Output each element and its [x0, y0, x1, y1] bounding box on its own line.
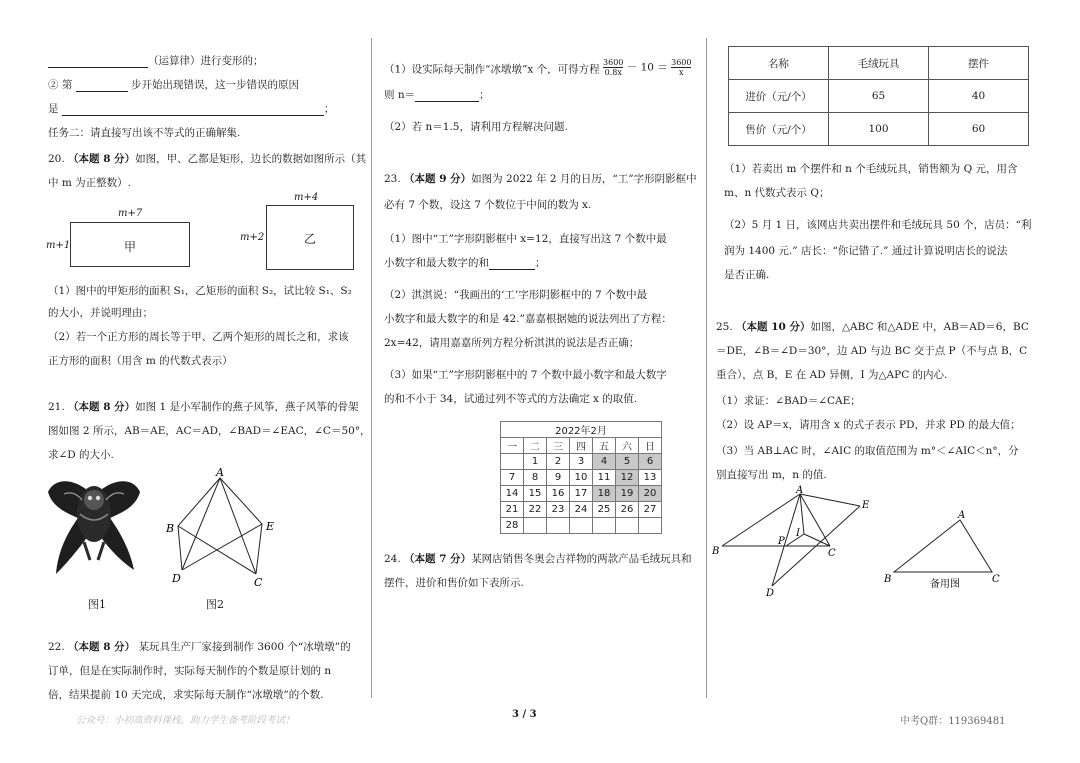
question-number: 22.	[48, 641, 65, 653]
text: 是	[48, 103, 59, 115]
q20-part1-a: （1）图中的甲矩形的面积 S₁，乙矩形的面积 S₂，试比较 S₁、S₂	[48, 285, 352, 297]
calendar-day: 4	[593, 454, 616, 470]
denominator: 0.8x	[604, 68, 622, 77]
question-number: 20.	[48, 153, 65, 165]
point-p-label: P	[778, 536, 785, 547]
q23-part1-b	[384, 256, 546, 270]
rect-b-label: 乙	[304, 232, 317, 246]
q22-line-2: 订单，但是在实际制作时，实际每天制作的个数是原计划的 n	[48, 665, 332, 677]
segment-pi	[786, 534, 804, 546]
price-table-row	[729, 80, 1029, 113]
calendar-day: 9	[547, 470, 570, 486]
calendar-week-row	[501, 486, 662, 502]
calendar-weekday: 四	[570, 438, 593, 454]
text: 如图，甲、乙都是矩形，边长的数据如图所示（其	[135, 153, 367, 165]
calendar-day: 24	[570, 502, 593, 518]
q22-part2: （2）若 n＝1.5，请利用方程解决问题.	[384, 121, 568, 133]
calendar-weekday: 三	[547, 438, 570, 454]
calendar-day: 23	[547, 502, 570, 518]
point-c-label: C	[828, 548, 836, 559]
segment-ed	[182, 524, 262, 570]
q22-part1-line	[384, 60, 691, 79]
answer-blank	[48, 56, 148, 68]
calendar-day: 1	[524, 454, 547, 470]
text: ② 第	[48, 79, 73, 91]
calendar-day: 16	[547, 486, 570, 502]
text: （1）设实际每天制作“冰墩墩”x 个，可得方程	[384, 63, 600, 76]
text: 则 n＝	[384, 89, 416, 101]
calendar-weekday: 日	[639, 438, 662, 454]
q24-line-1	[384, 552, 692, 566]
point-b-label: B	[166, 522, 175, 535]
q21-line-1	[48, 400, 359, 414]
point-a-label: A	[796, 485, 804, 496]
text: 某玩具生产厂家接到制作 3600 个“冰墩墩”的	[138, 641, 351, 653]
text: 如图为 2022 年 2 月的日历，“工”字形阴影框中	[471, 173, 697, 185]
rect-a-label: 甲	[124, 240, 137, 254]
calendar-day: 3	[570, 454, 593, 470]
rect-a-top-label: m+7	[118, 208, 143, 219]
question-number: 21.	[48, 401, 65, 413]
segment-ab-bd	[178, 478, 220, 570]
question-points: （本题 8 分）	[68, 641, 136, 653]
q23-part2-b: 小数字和最大数字的和是 42.”嘉嘉根据她的说法列出了方程：	[384, 313, 672, 325]
price-table-cell: 40	[929, 80, 1029, 113]
calendar-day	[570, 518, 593, 534]
calendar-day: 20	[639, 486, 662, 502]
calendar-weekday: 二	[524, 438, 547, 454]
price-table-header-row	[729, 47, 1029, 80]
q23-part2-a: （2）淇淇说：“我画出的‘工’字形阴影框中的 7 个数中最	[384, 289, 648, 301]
text: （运算律）进行变形的；	[148, 55, 264, 67]
calendar-day	[593, 518, 616, 534]
q22-line-1	[48, 640, 351, 654]
continuation-line-3	[48, 102, 334, 116]
segment-ac	[800, 494, 830, 546]
price-table-cell: 100	[829, 113, 929, 146]
calendar-day: 28	[501, 518, 524, 534]
calendar-weekday-row	[501, 438, 662, 454]
calendar-week-row	[501, 518, 662, 534]
point-b-label: B	[712, 546, 720, 557]
q25-part3-a: （3）当 AB⊥AC 时，∠AIC 的取值范围为 m°＜∠AIC＜n°，分	[716, 445, 1019, 457]
spare-triangle	[894, 520, 992, 572]
task-two-line: 任务二：请直接写出该不等式的正确解集.	[48, 127, 241, 139]
question-number: 25.	[716, 321, 733, 333]
fraction-1	[603, 58, 623, 77]
calendar-day	[501, 454, 524, 470]
calendar-day: 21	[501, 502, 524, 518]
calendar-day: 13	[639, 470, 662, 486]
segment-ae-ec	[220, 478, 262, 574]
q23-part3-a: （3）如果“工”字形阴影框中的 7 个数中最小数字和最大数字	[384, 369, 667, 381]
spare-figure	[880, 508, 1010, 592]
text: 如图，△ABC 和△ADE 中，AB＝AD＝6，BC	[810, 321, 1029, 333]
kite-figure	[44, 466, 144, 584]
column-divider-1	[371, 38, 372, 698]
kite-face	[84, 490, 104, 510]
q25-line-2: ＝DE，∠B＝∠D＝30°，边 AD 与边 BC 交于点 P（不与点 B，C	[716, 345, 1028, 357]
numerator: 3600	[603, 58, 624, 67]
calendar-day: 14	[501, 486, 524, 502]
spare-figure-caption: 备用图	[930, 579, 960, 590]
point-a-label: A	[216, 466, 224, 479]
point-c-label: C	[254, 576, 263, 589]
figure-1-caption: 图1	[88, 598, 106, 611]
price-table-header: 摆件	[929, 47, 1029, 80]
continuation-line-2	[48, 78, 299, 92]
q21-line-2: 图如图 2 所示，AB＝AE，AC＝AD，∠BAD＝∠EAC，∠C＝50°，	[48, 425, 371, 437]
question-number: 24.	[384, 553, 401, 565]
price-table-body	[729, 80, 1029, 146]
spare-point-a-label: A	[958, 510, 966, 521]
question-points: （本题 8 分）	[68, 401, 136, 413]
calendar-day: 19	[616, 486, 639, 502]
answer-blank	[489, 258, 535, 270]
point-i-label: I	[796, 528, 800, 539]
q24-part2-b: 润为 1400 元.” 店长：“你记错了.” 通过计算说明店长的说法	[724, 245, 1008, 257]
calendar-day: 17	[570, 486, 593, 502]
segment-ab	[722, 494, 800, 546]
calendar-day: 2	[547, 454, 570, 470]
text: ；	[323, 103, 335, 115]
equation-operator: － 10 ＝	[626, 61, 668, 74]
q23-part3-b: 的和不小于 34，试通过列不等式的方法确定 x 的取值.	[384, 393, 638, 405]
question-points: （本题 8 分）	[68, 153, 136, 165]
segment-ae	[800, 494, 860, 506]
price-table-cell: 售价（元/个）	[729, 113, 829, 146]
price-table	[728, 46, 1029, 146]
point-e-label: E	[862, 500, 870, 511]
question-points: （本题 7 分）	[404, 553, 472, 565]
q20-line-2: 中 m 为正整数）.	[48, 177, 131, 189]
calendar-day: 22	[524, 502, 547, 518]
continuation-line-1	[48, 54, 264, 68]
calendar-day	[547, 518, 570, 534]
calendar-weekday: 一	[501, 438, 524, 454]
text: ；	[479, 89, 490, 101]
answer-blank	[62, 104, 324, 116]
q24-part2-a: （2）5 月 1 日，该网店共卖出摆件和毛绒玩具 50 个，店员：“利	[724, 219, 1032, 231]
q20-part2-b: 正方形的面积（用含 m 的代数式表示）	[48, 355, 233, 367]
q25-part3-b: 别直接写出 m，n 的值.	[716, 469, 827, 481]
q23-line-2: 必有 7 个数，设这 7 个数位于中间的数为 x.	[384, 199, 592, 211]
point-e-label: E	[266, 520, 275, 533]
calendar-day: 25	[593, 502, 616, 518]
calendar-day: 5	[616, 454, 639, 470]
calendar-day: 11	[593, 470, 616, 486]
text: 如图 1 是小军制作的燕子风筝，燕子风筝的骨架	[135, 401, 359, 413]
segment-ad	[182, 478, 220, 570]
calendar-week-row	[501, 470, 662, 486]
rect-a-left-label: m+1	[46, 240, 71, 251]
calendar-day	[639, 518, 662, 534]
calendar-weekday: 五	[593, 438, 616, 454]
price-table-row	[729, 113, 1029, 146]
segment-ac	[220, 478, 256, 574]
calendar-week-row	[501, 454, 662, 470]
calendar-day: 7	[501, 470, 524, 486]
rect-b-left-label: m+2	[240, 232, 265, 243]
q21-line-3: 求∠D 的大小.	[48, 449, 114, 461]
q23-line-1	[384, 172, 697, 186]
spare-point-c-label: C	[992, 574, 1000, 585]
question-points: （本题 9 分）	[404, 173, 472, 185]
calendar-day: 10	[570, 470, 593, 486]
question-number: 23.	[384, 173, 401, 185]
text: 步开始出现错误，这一步错误的原因	[131, 79, 300, 91]
calendar-day: 15	[524, 486, 547, 502]
answer-blank	[76, 80, 128, 92]
q24-part2-c: 是否正确.	[724, 269, 770, 281]
q23-part1-a: （1）图中“工”字形阴影框中 x=12，直接写出这 7 个数中最	[384, 233, 667, 245]
q22-line-3: 倍，结果提前 10 天完成，求实际每天制作“冰墩墩”的个数.	[48, 689, 324, 701]
point-d-label: D	[172, 572, 181, 585]
equation	[603, 58, 691, 77]
page-number: 3 / 3	[512, 709, 537, 720]
text: 小数字和最大数字的和	[384, 257, 489, 269]
answer-blank	[415, 90, 479, 102]
calendar-day: 27	[639, 502, 662, 518]
spare-point-b-label: B	[884, 574, 892, 585]
calendar-body	[501, 454, 662, 534]
price-table-cell: 进价（元/个）	[729, 80, 829, 113]
calendar-day: 12	[616, 470, 639, 486]
q24-line-2: 摆件，进价和售价如下表所示.	[384, 577, 524, 589]
q24-part1-a: （1）若卖出 m 个摆件和 n 个毛绒玩具，销售额为 Q 元，用含	[724, 163, 1018, 175]
calendar-title: 2022年2月	[501, 422, 662, 438]
calendar-day	[524, 518, 547, 534]
point-d-label: D	[766, 588, 775, 599]
text: ；	[535, 257, 546, 269]
q25-part2: （2）设 AP＝x，请用含 x 的式子表示 PD，并求 PD 的最大值；	[716, 419, 1021, 431]
q23-part2-c: 2x=42，请用嘉嘉所列方程分析淇淇的说法是否正确；	[384, 337, 640, 349]
q25-part1: （1）求证：∠BAD＝∠CAE；	[716, 395, 861, 407]
q20-part2-a: （2）若一个正方形的周长等于甲、乙两个矩形的周长之和，求该	[48, 331, 349, 343]
q20-line-1	[48, 152, 366, 166]
price-table-cell: 60	[929, 113, 1029, 146]
footer-promo: 公众号：小初高资料课栈，助力学生备考阶段考试！	[76, 715, 295, 726]
q24-part1-b: m、n 代数式表示 Q；	[724, 187, 830, 199]
calendar-day: 26	[616, 502, 639, 518]
denominator: x	[679, 68, 684, 77]
question-points: （本题 10 分）	[736, 321, 811, 333]
calendar-weekday: 六	[616, 438, 639, 454]
q22-part1-answer	[384, 88, 490, 102]
calendar-day	[616, 518, 639, 534]
calendar-week-row	[501, 502, 662, 518]
kite-skeleton-figure	[162, 466, 292, 590]
footer-qq-group: 中考Q群：119369481	[900, 716, 1006, 727]
q25-triangle-figure	[710, 484, 880, 600]
calendar-day: 18	[593, 486, 616, 502]
q25-line-3: 重合），点 B，E 在 AD 异侧，I 为△APC 的内心.	[716, 369, 948, 381]
calendar-table	[500, 421, 662, 534]
price-table-cell: 65	[829, 80, 929, 113]
column-divider-2	[706, 38, 707, 698]
price-table-header: 毛绒玩具	[829, 47, 929, 80]
fraction-2	[671, 58, 691, 77]
price-table-header: 名称	[729, 47, 829, 80]
numerator: 3600	[671, 58, 692, 67]
q20-part1-b: 的大小，并说明理由；	[48, 307, 153, 319]
q25-line-1	[716, 320, 1029, 334]
figure-2-caption: 图2	[206, 598, 224, 611]
calendar-day: 6	[639, 454, 662, 470]
rect-b-top-label: m+4	[294, 192, 319, 203]
calendar-day: 8	[524, 470, 547, 486]
text: 某网店销售冬奥会吉祥物的两款产品毛绒玩具和	[471, 553, 692, 565]
